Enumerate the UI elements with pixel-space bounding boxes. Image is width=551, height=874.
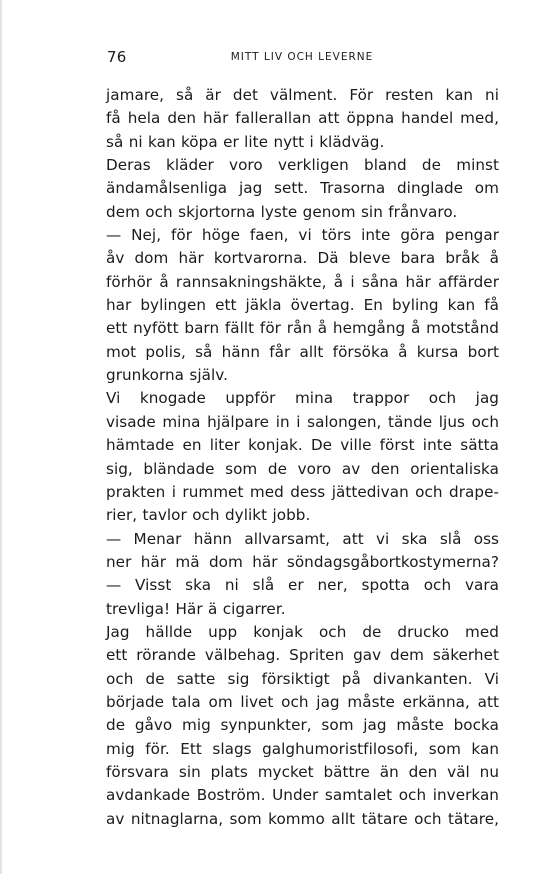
text-line: så ni kan köpa er lite nytt i klädväg. — [106, 132, 385, 151]
text-line: jamare, så är det välment. För resten kan ni — [106, 86, 499, 104]
text-line: trevliga! Här ä cigarrer. — [106, 599, 286, 618]
text-line: mot polis, så hänn får allt försöka å kursa bort — [106, 342, 499, 361]
text-line: dem och skjortorna lyste genom sin frånvaro. — [106, 202, 458, 221]
body-text — [106, 84, 499, 831]
text-line: Jag hällde upp konjak och de drucko med — [106, 622, 499, 641]
text-line: ner här mä dom här söndagsgåbortkostymerna? — [106, 552, 499, 571]
text-line: rier, tavlor och dylikt jobb. — [106, 506, 311, 525]
text-line: hämtade en liter konjak. De ville först inte sätta — [106, 436, 499, 455]
running-head: MITT LIV OCH LEVERNE — [230, 51, 374, 63]
text-line: åv dom här kortvarorna. Dä bleve bara bråk å — [106, 249, 499, 268]
text-line: avdankade Boström. Under samtalet och inverkan — [106, 786, 499, 805]
text-line: försvara sin plats mycket bättre än den väl nu — [106, 762, 499, 781]
text-line: prakten i rummet med dess jättedivan och drape- — [106, 482, 499, 501]
text-line: av nitnaglarna, som kommo allt tätare och tätare, — [106, 809, 499, 828]
page-number: 76 — [107, 48, 127, 66]
text-line: — Visst ska ni slå er ner, spotta och vara — [106, 576, 499, 595]
text-line: har bylingen ett jäkla övertag. En byling kan få — [106, 296, 499, 315]
page-header — [107, 48, 497, 72]
text-line: sig, bländade som de voro av den orientaliska — [106, 459, 499, 478]
text-line: visade mina hjälpare in i salongen, tände ljus och — [106, 412, 499, 431]
text-line: mig för. Ett slags galghumoristfilosofi, som kan — [106, 739, 499, 758]
text-line: började tala om livet och jag måste erkänna, att — [106, 692, 499, 711]
text-line: — Menar hänn allvarsamt, att vi ska slå oss — [106, 529, 499, 548]
text-line: de gåvo mig synpunkter, som jag måste bocka — [106, 716, 499, 735]
text-line: ett nyfött barn fällt för rån å hemgång å motstånd — [106, 319, 499, 338]
text-line: Vi knogade uppför mina trappor och jag — [106, 389, 499, 408]
text-line: — Nej, för höge faen, vi törs inte göra pengar — [106, 226, 499, 245]
text-line: få hela den här fallerallan att öppna handel med, — [106, 109, 499, 128]
text-line: förhör å rannsakningshäkte, å i såna här affärder — [106, 272, 499, 291]
text-line: ändamålsenliga jag sett. Trasorna dinglade om — [106, 179, 499, 198]
text-line: ett rörande välbehag. Spriten gav dem säkerhet — [106, 646, 499, 665]
text-line: och de satte sig försiktigt på divankanten. Vi — [106, 669, 499, 688]
text-line: grunkorna själv. — [106, 366, 229, 385]
text-line: Deras kläder voro verkligen bland de minst — [106, 156, 499, 175]
